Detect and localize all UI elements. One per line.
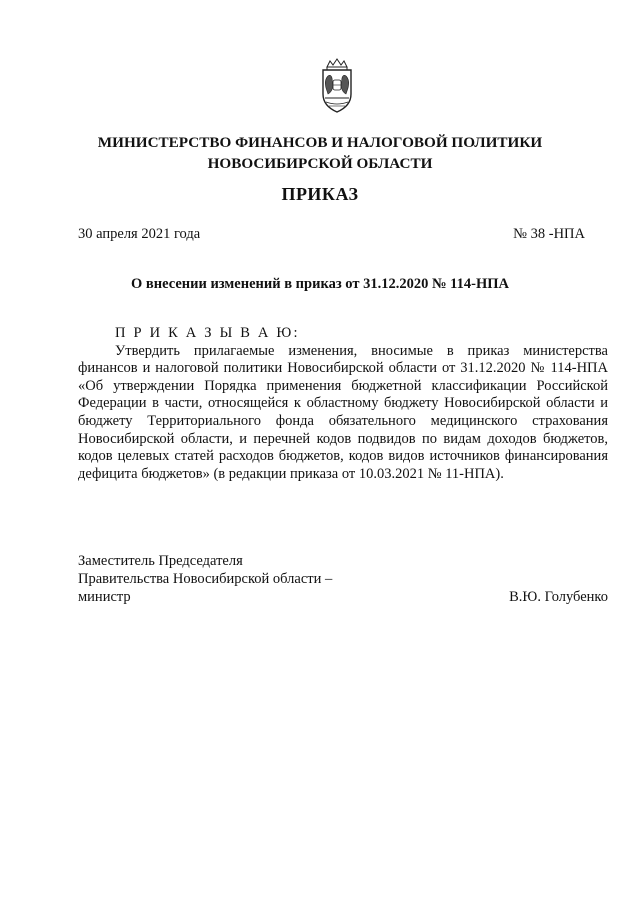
ministry-name [0, 132, 640, 174]
document-type-title: ПРИКАЗ [281, 184, 359, 204]
signatory-position-line-2: Правительства Новосибирской области – [78, 571, 333, 587]
signature-block [78, 552, 608, 606]
order-directive-word: П Р И К А З Ы В А Ю: [115, 325, 300, 341]
order-subject: О внесении изменений в приказ от 31.12.2020 № 114-НПА [131, 276, 509, 292]
ministry-name-line-2: НОВОСИБИРСКОЙ ОБЛАСТИ [207, 155, 433, 172]
signatory-position-line-1: Заместитель Председателя [78, 553, 243, 569]
order-body [78, 325, 608, 483]
signatory-last-line [78, 588, 608, 606]
ministry-name-line-1: МИНИСТЕРСТВО ФИНАНСОВ И НАЛОГОВОЙ ПОЛИТИКИ [97, 134, 543, 151]
signatory-position-line-3: министр [78, 589, 131, 605]
coat-of-arms-icon [314, 58, 360, 114]
order-number: № 38 -НПА [513, 226, 585, 242]
signatory-name: В.Ю. Голубенко [509, 589, 608, 605]
order-paragraph: Утвердить прилагаемые изменения, вносимые в приказ министерства финансов и налоговой политики Новосибирской области от 31.12.2020 № 114-НПА «Об утверждении Порядка применения бюджетной классификации Российской Федерации в части, относящейся к областному бюджету Новосибирской области и бюджету Территориального фонда обязательного медицинского страхования Новосибирской области, и перечней кодов подвидов по видам доходов бюджетов, кодов целевых статей расходов бюджетов, кодов видов источников финансирования дефицита бюджетов» (в редакции приказа от 10.03.2021 № 11-НПА). [78, 342, 608, 482]
order-date: 30 апреля 2021 года [78, 226, 201, 242]
